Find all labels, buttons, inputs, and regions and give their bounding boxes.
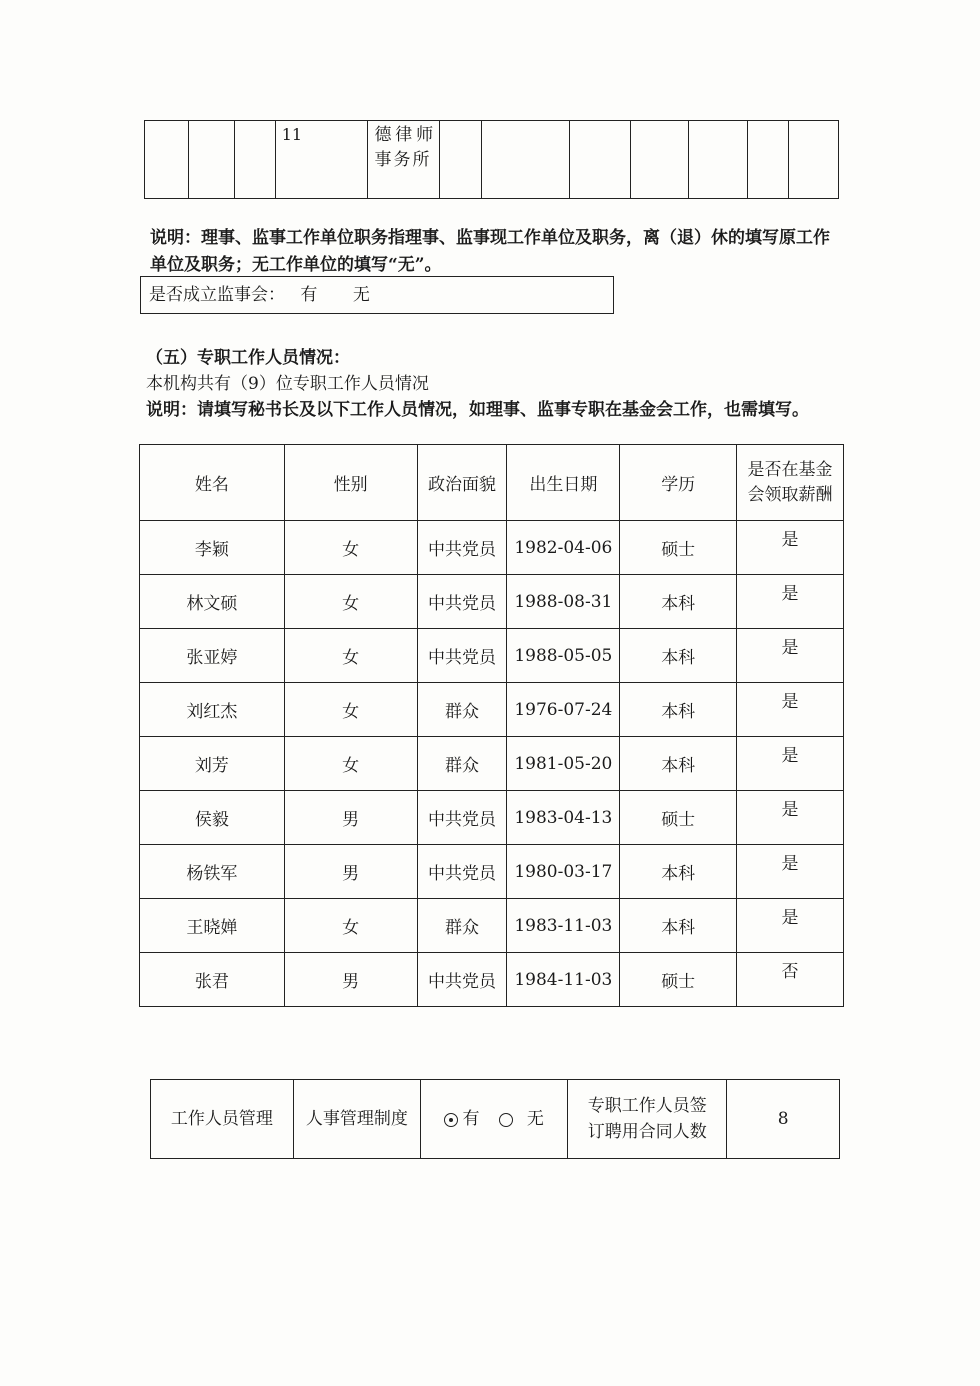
cell-education: 硕士: [620, 953, 737, 1007]
table-cell: [440, 121, 482, 199]
table-cell: [145, 121, 189, 199]
cell-birth-date: 1980-03-17: [507, 845, 620, 899]
cell-education: 本科: [620, 683, 737, 737]
option-no-label: 无: [526, 1109, 544, 1129]
board-note: 说明：理事、监事工作单位职务指理事、监事现工作单位及职务，离（退）休的填写原工作单位及职务；无工作单位的填写“无”。: [150, 228, 830, 275]
table-cell: [569, 121, 630, 199]
cell-birth-date: 1983-11-03: [507, 899, 620, 953]
option-no: 无: [352, 285, 370, 305]
cell-salary: 否: [737, 953, 844, 1007]
contract-count: 8: [727, 1080, 840, 1159]
staff-count-text: 本机构共有（9）位专职工作人员情况: [146, 374, 429, 394]
section-title: （五）专职工作人员情况：: [146, 348, 350, 368]
cell-salary: 是: [737, 791, 844, 845]
cell-salary: 是: [737, 899, 844, 953]
option-yes-label: 有: [462, 1109, 480, 1129]
cell-education: 本科: [620, 845, 737, 899]
table-cell: [747, 121, 788, 199]
cell-gender: 女: [284, 575, 417, 629]
cell-name: 林文硕: [140, 575, 285, 629]
cell-gender: 女: [284, 737, 417, 791]
cell-education: 本科: [620, 575, 737, 629]
table-row: [140, 737, 844, 791]
management-label: 工作人员管理: [151, 1080, 294, 1159]
cell-birth-date: 1984-11-03: [507, 953, 620, 1007]
supervisory-board-label: 是否成立监事会：: [149, 285, 285, 305]
table-row: [140, 575, 844, 629]
cell-name: 侯毅: [140, 791, 285, 845]
cell-birth-date: 1988-05-05: [507, 629, 620, 683]
cell-salary: 是: [737, 521, 844, 575]
header-name: 姓名: [140, 445, 285, 521]
table-cell: [688, 121, 747, 199]
cell-name: 张亚婷: [140, 629, 285, 683]
header-political-status: 政治面貌: [417, 445, 507, 521]
table-cell: [235, 121, 276, 199]
cell-education: 本科: [620, 737, 737, 791]
cell-birth-date: 1988-08-31: [507, 575, 620, 629]
radio-checked-icon: [444, 1113, 458, 1127]
cell-birth-date: 1982-04-06: [507, 521, 620, 575]
cell-name: 李颖: [140, 521, 285, 575]
table-cell: [188, 121, 234, 199]
cell-gender: 女: [284, 521, 417, 575]
cell-political-status: 中共党员: [417, 629, 507, 683]
cell-gender: 女: [284, 629, 417, 683]
row-number: 11: [275, 121, 368, 199]
cell-political-status: 中共党员: [417, 521, 507, 575]
table-row: [140, 845, 844, 899]
cell-salary: 是: [737, 575, 844, 629]
cell-birth-date: 1983-04-13: [507, 791, 620, 845]
cell-birth-date: 1976-07-24: [507, 683, 620, 737]
cell-name: 张君: [140, 953, 285, 1007]
table-row: [140, 791, 844, 845]
cell-salary: 是: [737, 737, 844, 791]
cell-name: 刘红杰: [140, 683, 285, 737]
cell-salary: 是: [737, 845, 844, 899]
board-member-table-continuation: [144, 120, 839, 199]
cell-gender: 男: [284, 845, 417, 899]
cell-birth-date: 1981-05-20: [507, 737, 620, 791]
table-row: [140, 521, 844, 575]
table-row: [140, 953, 844, 1007]
cell-gender: 女: [284, 683, 417, 737]
table-row: [140, 899, 844, 953]
header-education: 学历: [620, 445, 737, 521]
staff-note: 说明：请填写秘书长及以下工作人员情况，如理事、监事专职在基金会工作，也需填写。: [146, 400, 809, 420]
header-gender: 性别: [284, 445, 417, 521]
cell-gender: 男: [284, 791, 417, 845]
staff-table: [139, 444, 844, 1007]
cell-education: 本科: [620, 899, 737, 953]
cell-political-status: 群众: [417, 899, 507, 953]
table-row: [140, 629, 844, 683]
cell-name: 杨铁军: [140, 845, 285, 899]
cell-gender: 女: [284, 899, 417, 953]
cell-political-status: 群众: [417, 683, 507, 737]
radio-unchecked-icon: [499, 1113, 513, 1127]
contract-label: 专职工作人员签订聘用合同人数: [568, 1080, 727, 1159]
cell-political-status: 中共党员: [417, 953, 507, 1007]
staff-management-table: [150, 1079, 840, 1159]
personnel-system-label: 人事管理制度: [293, 1080, 420, 1159]
cell-political-status: 中共党员: [417, 845, 507, 899]
cell-education: 本科: [620, 629, 737, 683]
cell-political-status: 中共党员: [417, 575, 507, 629]
cell-education: 硕士: [620, 791, 737, 845]
cell-name: 王晓婵: [140, 899, 285, 953]
table-cell: [788, 121, 838, 199]
option-yes: 有: [300, 285, 318, 305]
cell-political-status: 中共党员: [417, 791, 507, 845]
work-unit: 德律师事务所: [368, 121, 440, 199]
header-birth-date: 出生日期: [507, 445, 620, 521]
cell-name: 刘芳: [140, 737, 285, 791]
cell-salary: 是: [737, 683, 844, 737]
header-salary: 是否在基金会领取薪酬: [737, 445, 844, 521]
table-cell: [481, 121, 569, 199]
cell-salary: 是: [737, 629, 844, 683]
cell-political-status: 群众: [417, 737, 507, 791]
table-row: [140, 683, 844, 737]
cell-education: 硕士: [620, 521, 737, 575]
table-header-row: [140, 445, 844, 521]
table-cell: [630, 121, 688, 199]
personnel-system-options: [421, 1080, 568, 1159]
supervisory-board-box: [140, 276, 614, 314]
cell-gender: 男: [284, 953, 417, 1007]
staff-table-body: [140, 521, 844, 1007]
